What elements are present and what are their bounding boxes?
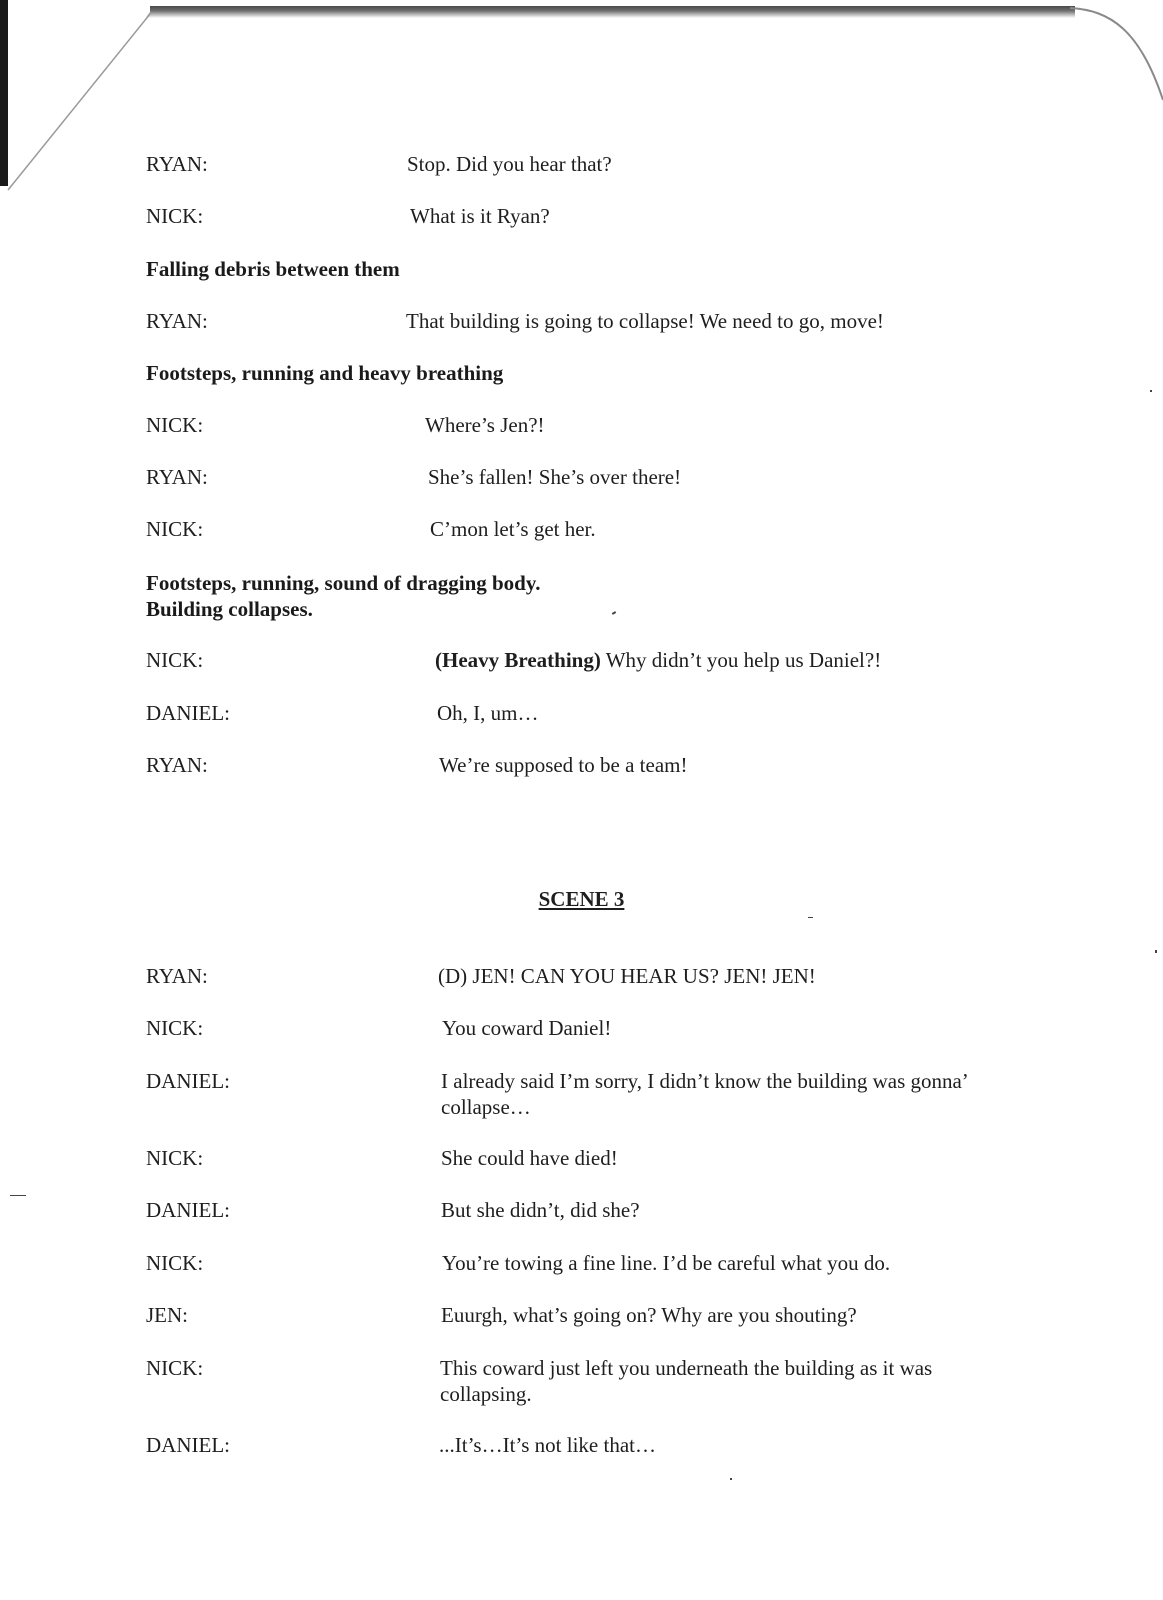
- dialogue-line: I already said I’m sorry, I didn’t know the building was gonna’ collapse…: [441, 1069, 968, 1119]
- speaker-label: DANIEL:: [146, 1069, 230, 1093]
- dialogue-line: What is it Ryan?: [410, 204, 550, 228]
- page-corner-right: [1070, 0, 1163, 120]
- dialogue-line: Where’s Jen?!: [425, 413, 545, 437]
- speaker-label: DANIEL:: [146, 1433, 230, 1457]
- speaker-label: RYAN:: [146, 152, 208, 176]
- dialogue-text: Why didn’t you help us Daniel?!: [600, 648, 882, 672]
- speaker-label: DANIEL:: [146, 1198, 230, 1222]
- dialogue-line: C’mon let’s get her.: [430, 517, 596, 541]
- stage-direction: Building collapses.: [146, 597, 313, 621]
- dialogue-line: She’s fallen! She’s over there!: [428, 465, 682, 489]
- scan-speck: [1155, 950, 1157, 953]
- speaker-label: NICK:: [146, 1251, 204, 1275]
- dialogue-line: Euurgh, what’s going on? Why are you shouting?: [441, 1303, 857, 1327]
- scene-heading: SCENE 3: [538, 887, 625, 911]
- dialogue-line: (D) JEN! CAN YOU HEAR US? JEN! JEN!: [438, 964, 816, 988]
- dialogue-line: Oh, I, um…: [437, 701, 539, 725]
- scan-edge-top: [145, 6, 1075, 18]
- speaker-label: RYAN:: [146, 753, 208, 777]
- speaker-label: NICK:: [146, 413, 204, 437]
- scan-speck: [808, 917, 813, 918]
- dialogue-line: You coward Daniel!: [442, 1016, 612, 1040]
- scan-speck: [612, 611, 616, 615]
- speaker-label: NICK:: [146, 1356, 204, 1380]
- scan-speck: [1150, 390, 1152, 392]
- stage-direction: Footsteps, running, sound of dragging body.: [146, 571, 541, 595]
- dialogue-line: But she didn’t, did she?: [441, 1198, 640, 1222]
- speaker-label: NICK:: [146, 204, 204, 228]
- stage-direction: Falling debris between them: [146, 257, 400, 281]
- dialogue-line: [435, 647, 881, 673]
- stage-direction: Footsteps, running and heavy breathing: [146, 361, 504, 385]
- dialogue-line: We’re supposed to be a team!: [439, 753, 688, 777]
- dialogue-line: She could have died!: [441, 1146, 618, 1170]
- dialogue-line: You’re towing a fine line. I’d be careful what you do.: [442, 1251, 891, 1275]
- speaker-label: RYAN:: [146, 964, 208, 988]
- scan-speck: [10, 1195, 26, 1196]
- speaker-label: NICK:: [146, 1146, 204, 1170]
- parenthetical: (Heavy Breathing): [435, 648, 601, 672]
- speaker-label: NICK:: [146, 1016, 204, 1040]
- dialogue-line: This coward just left you underneath the building as it was collapsing.: [440, 1356, 933, 1406]
- scan-speck: [730, 1478, 732, 1480]
- speaker-label: JEN:: [146, 1303, 188, 1327]
- dialogue-line: ...It’s…It’s not like that…: [439, 1433, 656, 1457]
- speaker-label: RYAN:: [146, 465, 208, 489]
- dialogue-line: Stop. Did you hear that?: [407, 152, 612, 176]
- dialogue-line: That building is going to collapse! We need to go, move!: [406, 309, 884, 333]
- speaker-label: NICK:: [146, 517, 204, 541]
- folded-corner: [0, 0, 160, 200]
- speaker-label: NICK:: [146, 648, 204, 672]
- speaker-label: RYAN:: [146, 309, 208, 333]
- speaker-label: DANIEL:: [146, 701, 230, 725]
